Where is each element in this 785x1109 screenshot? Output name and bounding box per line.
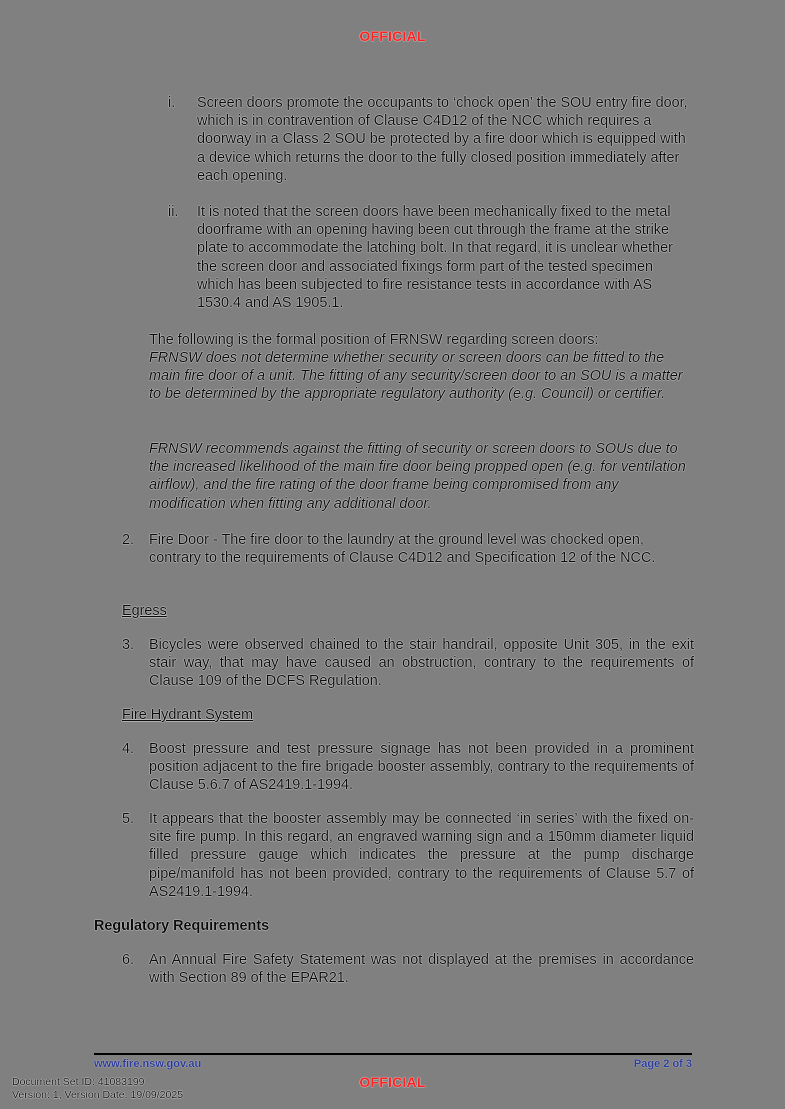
formal-position-intro: The following is the formal position of FRNSW regarding screen doors: <box>149 332 599 348</box>
formal-position-para-2: FRNSW recommends against the fitting of security or screen doors to SOUs due to the increased likelihood of the main fire door being propped open (e.g. for ventilation airflow), and the fire rating of the door frame being compromised from any modification when fitting any additional door. <box>149 441 686 512</box>
heading-fire-hydrant-system: Fire Hydrant System <box>122 707 254 723</box>
list-item-text: Boost pressure and test pressure signage has not been provided in a prominent position adjacent to the fire brigade booster assembly, contrary to the requirements of Clause 5.6.7 of AS2419.1-1994. <box>149 741 694 794</box>
footer-divider <box>94 1053 692 1055</box>
heading-egress: Egress <box>122 603 167 619</box>
sub-item-text: It is noted that the screen doors have been mechanically fixed to the metal doorframe with an opening having been cut through the frame at the strike plate to accommodate the latching bolt. In that regard, it is unclear whether the screen door and associated fixings form part of the tested specimen which has been subjected to fire resistance tests in accordance with AS 1530.4 and AS 1905.1. <box>197 204 673 312</box>
list-item-number: 3. <box>122 637 135 653</box>
classification-header: OFFICIAL <box>359 28 426 44</box>
document-set-id: Document Set ID: 41083199 <box>12 1076 145 1088</box>
list-item-number: 6. <box>122 952 135 968</box>
sub-item-marker: ii. <box>168 204 179 220</box>
list-item-text: An Annual Fire Safety Statement was not displayed at the premises in accordance with Section 89 of the EPAR21. <box>149 952 694 987</box>
website-link[interactable]: www.fire.nsw.gov.au <box>94 1058 202 1070</box>
sub-item-marker: i. <box>168 95 176 111</box>
version-info: Version: 1, Version Date: 19/09/2025 <box>12 1089 184 1101</box>
list-item-text: Bicycles were observed chained to the stair handrail, opposite Unit 305, in the exit stair way, that may have caused an obstruction, contrary to the requirements of Clause 109 of the DCFS Regulation. <box>149 637 694 690</box>
formal-position-para-1: FRNSW does not determine whether security or screen doors can be fitted to the main fire door of a unit. The fitting of any security/screen door to an SOU is a matter to be determined by the appropriate regulatory authority (e.g. Council) or certifier. <box>149 350 683 403</box>
list-item-number: 4. <box>122 741 135 757</box>
classification-footer: OFFICIAL <box>359 1074 426 1090</box>
heading-regulatory-requirements: Regulatory Requirements <box>94 918 270 934</box>
list-item-number: 5. <box>122 811 135 827</box>
sub-item-text: Screen doors promote the occupants to ‘chock open’ the SOU entry fire door, which is in contravention of Clause C4D12 of the NCC which requires a doorway in a Class 2 SOU be protected by a fire door which is equipped with a device which returns the door to the fully closed position immediately after each opening. <box>197 95 688 184</box>
list-item-text: It appears that the booster assembly may be connected ‘in series’ with the fixed on-site fire pump. In this regard, an engraved warning sign and a 150mm diameter liquid filled pressure gauge which indicates the pressure at the pump discharge pipe/manifold has not been provided, contrary to the requirements of Clause 5.7 of AS2419.1-1994. <box>149 811 694 900</box>
list-item-text: Fire Door - The fire door to the laundry at the ground level was chocked open, contrary to the requirements of Clause C4D12 and Specification 12 of the NCC. <box>149 532 656 567</box>
page-number: Page 2 of 3 <box>633 1058 692 1070</box>
list-item-number: 2. <box>122 532 135 548</box>
